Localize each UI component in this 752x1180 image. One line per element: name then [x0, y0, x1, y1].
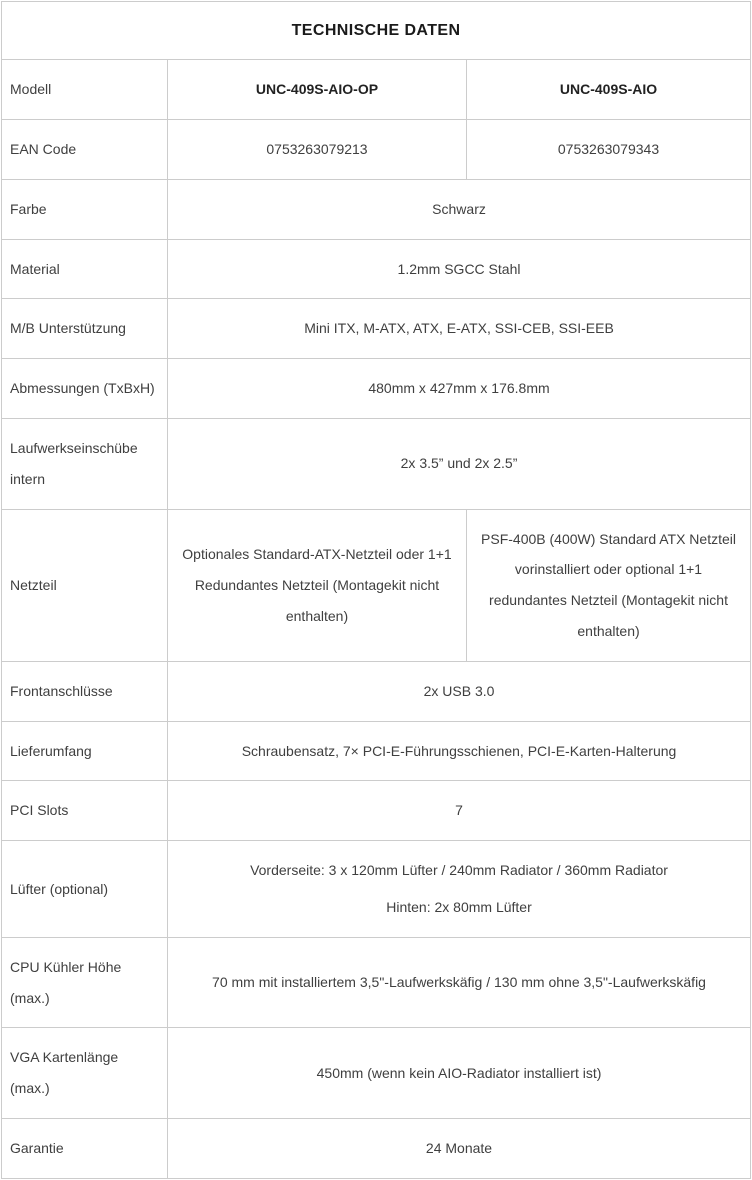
- spec-label-ean: EAN Code: [2, 119, 168, 179]
- spec-value-frontanschluesse: 2x USB 3.0: [168, 661, 751, 721]
- table-title: TECHNISCHE DATEN: [2, 2, 751, 60]
- spec-value-material: 1.2mm SGCC Stahl: [168, 239, 751, 299]
- spec-value-netzteil-op: Optionales Standard-ATX-Netzteil oder 1+1 Redundantes Netzteil (Montagekit nicht enthalten): [168, 509, 467, 661]
- spec-value-mb: Mini ITX, M-ATX, ATX, E-ATX, SSI-CEB, SSI-EEB: [168, 299, 751, 359]
- spec-value-modell-aio: UNC-409S-AIO: [467, 60, 751, 120]
- spec-label-garantie: Garantie: [2, 1118, 168, 1178]
- spec-label-abmessungen: Abmessungen (TxBxH): [2, 359, 168, 419]
- spec-label-laufwerkseinschuebe: Laufwerkseinschübe intern: [2, 418, 168, 509]
- spec-value-garantie: 24 Monate: [168, 1118, 751, 1178]
- spec-label-frontanschluesse: Frontanschlüsse: [2, 661, 168, 721]
- spec-table-container: [1, 1, 750, 1179]
- spec-label-pci-slots: PCI Slots: [2, 781, 168, 841]
- row-netzteil: [2, 509, 751, 661]
- row-farbe: [2, 179, 751, 239]
- row-garantie: [2, 1118, 751, 1178]
- row-cpu-kuehler-hoehe: [2, 937, 751, 1028]
- spec-value-luefter: [168, 841, 751, 938]
- spec-value-cpu-kuehler: 70 mm mit installiertem 3,5"-Laufwerkskäfig / 130 mm ohne 3,5"-Laufwerkskäfig: [168, 937, 751, 1028]
- fans-rear-line: Hinten: 2x 80mm Lüfter: [386, 898, 532, 915]
- fans-front-line: Vorderseite: 3 x 120mm Lüfter / 240mm Radiator / 360mm Radiator: [250, 862, 668, 879]
- spec-value-netzteil-aio: PSF-400B (400W) Standard ATX Netzteil vorinstalliert oder optional 1+1 redundantes Netzteil (Montagekit nicht enthalten): [467, 509, 751, 661]
- spec-value-laufwerkseinschuebe: 2x 3.5” und 2x 2.5”: [168, 418, 751, 509]
- row-abmessungen: [2, 359, 751, 419]
- row-ean-code: [2, 119, 751, 179]
- spec-value-ean-aio: 0753263079343: [467, 119, 751, 179]
- spec-value-vga: 450mm (wenn kein AIO-Radiator installiert ist): [168, 1028, 751, 1119]
- row-frontanschluesse: [2, 661, 751, 721]
- spec-value-farbe: Schwarz: [168, 179, 751, 239]
- row-modell: [2, 60, 751, 120]
- spec-label-farbe: Farbe: [2, 179, 168, 239]
- spec-label-luefter: Lüfter (optional): [2, 841, 168, 938]
- row-laufwerkseinschuebe: [2, 418, 751, 509]
- row-material: [2, 239, 751, 299]
- spec-label-material: Material: [2, 239, 168, 299]
- row-vga-kartenlaenge: [2, 1028, 751, 1119]
- spec-label-lieferumfang: Lieferumfang: [2, 721, 168, 781]
- row-mb-unterstuetzung: [2, 299, 751, 359]
- spec-label-netzteil: Netzteil: [2, 509, 168, 661]
- spec-label-mb: M/B Unterstützung: [2, 299, 168, 359]
- technical-data-table: [1, 1, 751, 1179]
- spec-label-modell: Modell: [2, 60, 168, 120]
- spec-value-lieferumfang: Schraubensatz, 7× PCI-E-Führungsschienen, PCI-E-Karten-Halterung: [168, 721, 751, 781]
- table-header-row: [2, 2, 751, 60]
- row-pci-slots: [2, 781, 751, 841]
- spec-label-vga: VGA Kartenlänge (max.): [2, 1028, 168, 1119]
- spec-label-cpu-kuehler: CPU Kühler Höhe (max.): [2, 937, 168, 1028]
- spec-value-modell-op: UNC-409S-AIO-OP: [168, 60, 467, 120]
- spec-value-abmessungen: 480mm x 427mm x 176.8mm: [168, 359, 751, 419]
- row-luefter: [2, 841, 751, 938]
- row-lieferumfang: [2, 721, 751, 781]
- spec-value-ean-op: 0753263079213: [168, 119, 467, 179]
- spec-value-pci-slots: 7: [168, 781, 751, 841]
